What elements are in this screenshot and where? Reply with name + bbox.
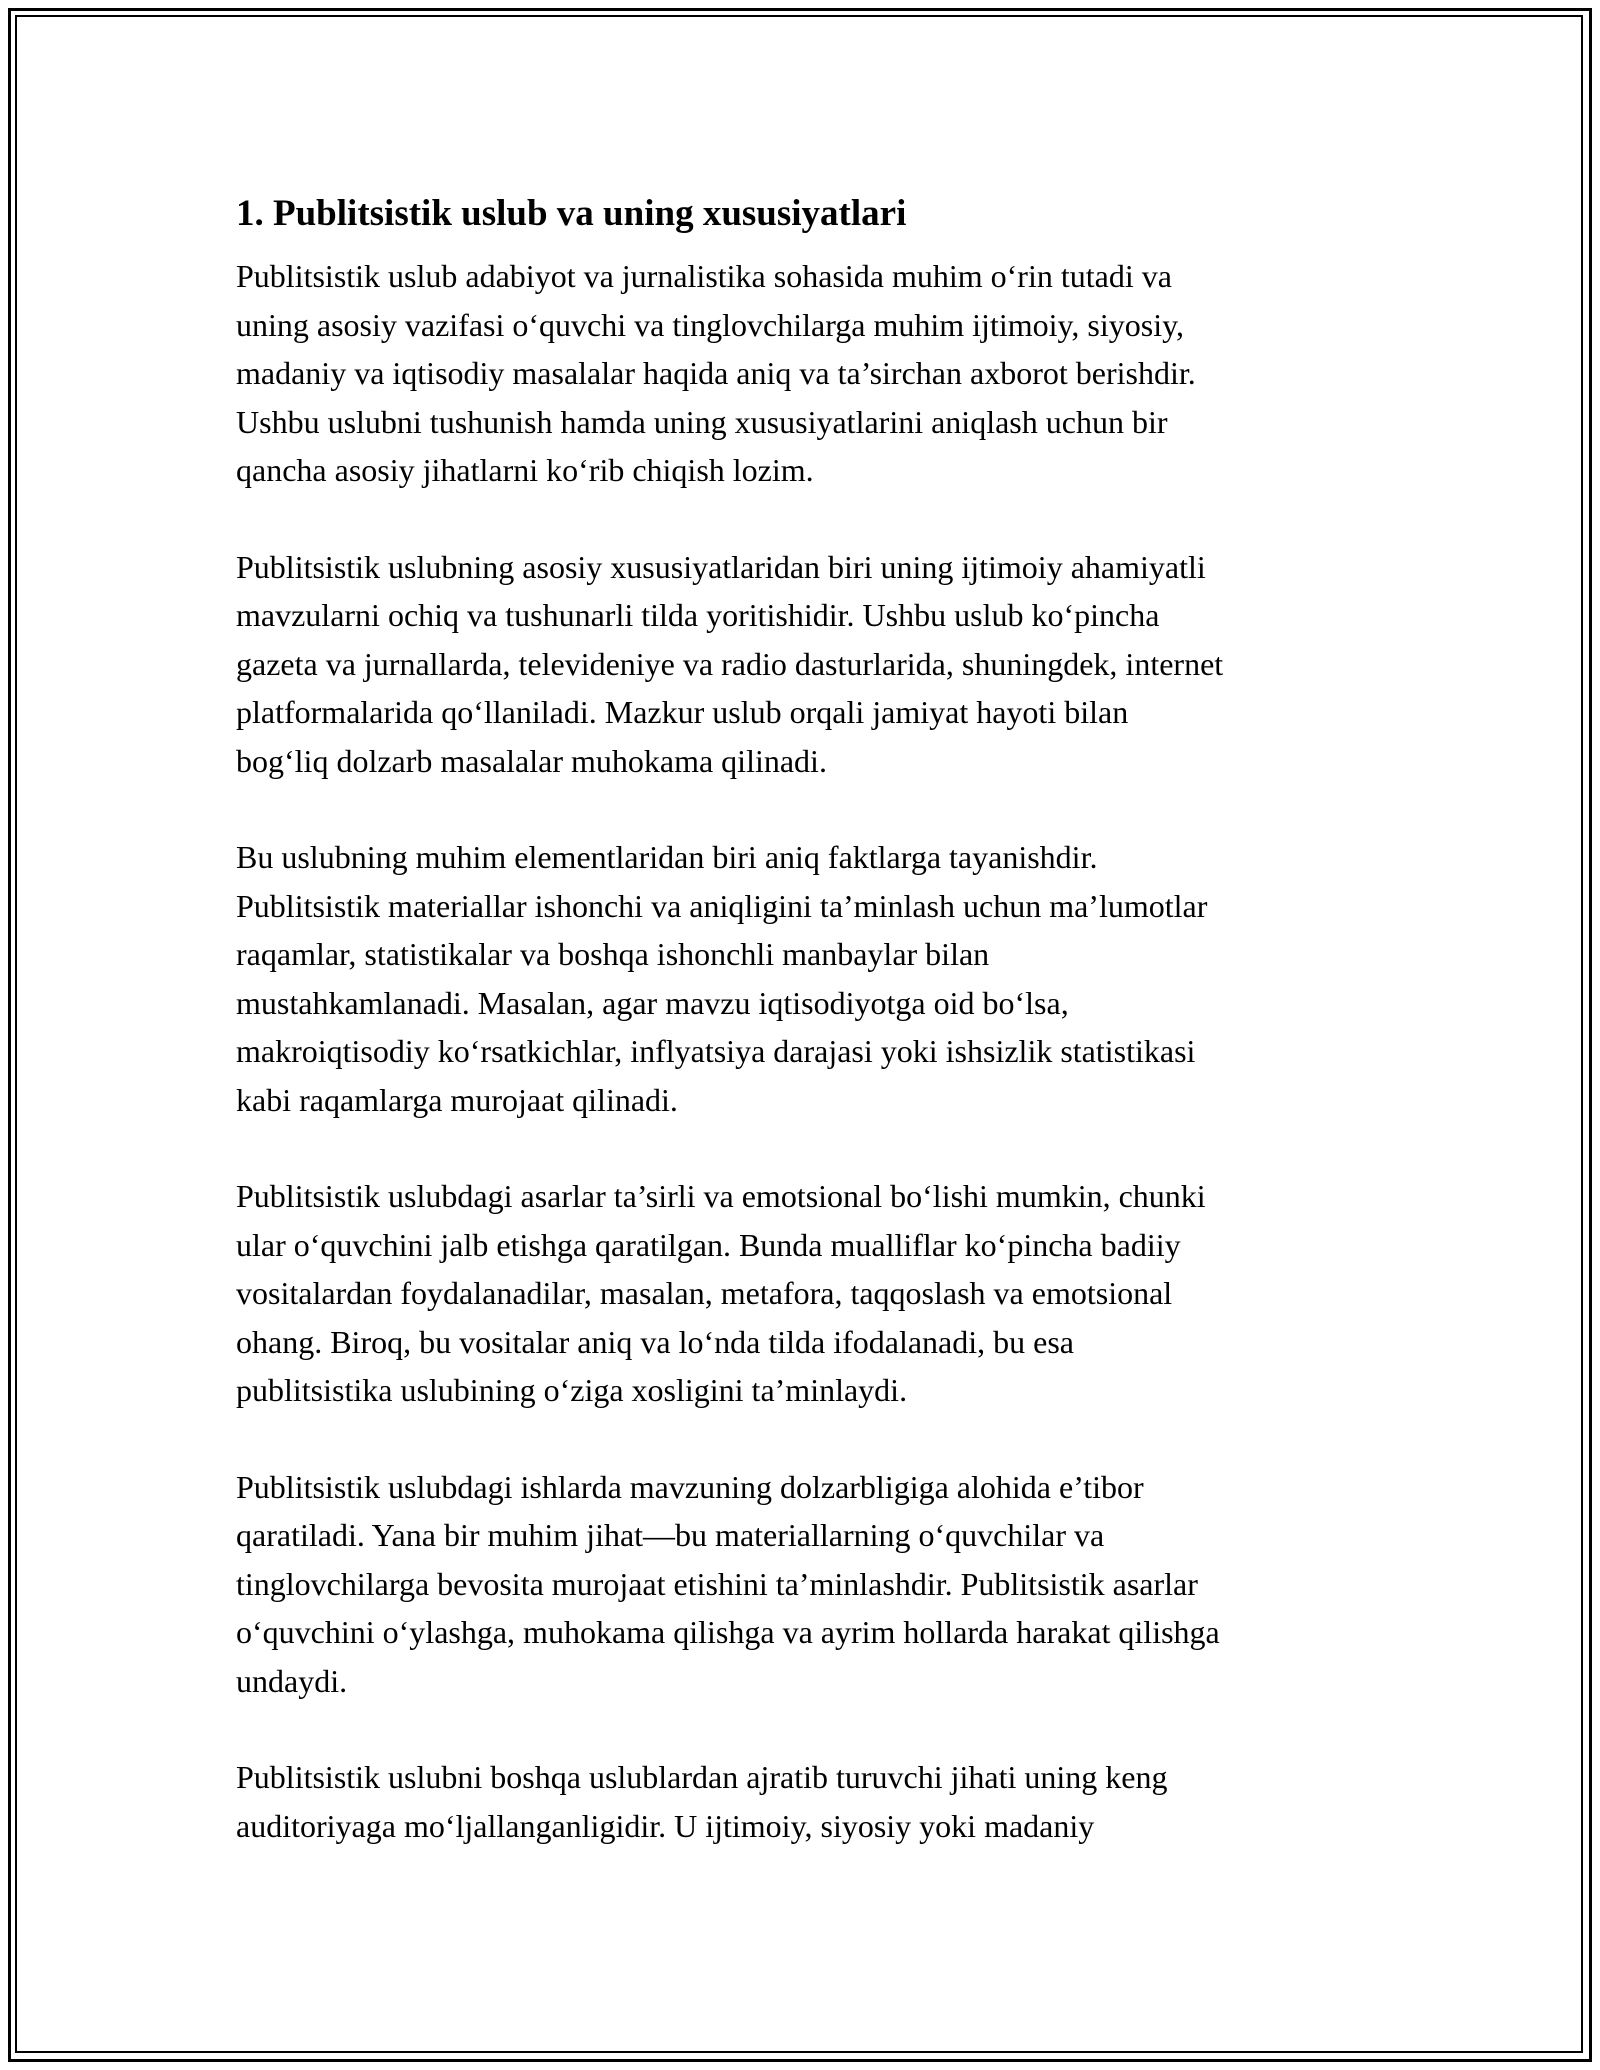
text-line: ohang. Biroq, bu vositalar aniq va lo‘nda tilda ifodalanadi, bu esa [236, 1323, 1074, 1360]
paragraph-3 [236, 833, 1376, 1124]
paragraph-2 [236, 543, 1376, 786]
text-line: Publitsistik uslub adabiyot va jurnalistika sohasida muhim o‘rin tutadi va [236, 258, 1172, 294]
text-line: Bu uslubning muhim elementlaridan biri aniq faktlarga tayanishdir. [236, 839, 1098, 875]
text-line: kabi raqamlarga murojaat qilinadi. [236, 1081, 678, 1118]
text-line: tinglovchilarga bevosita murojaat etishini ta’minlashdir. Publitsistik asarlar [236, 1565, 1198, 1602]
paragraph-1 [236, 252, 1376, 495]
text-line: Ushbu uslubni tushunish hamda uning xususiyatlarini aniqlash uchun bir [236, 403, 1168, 440]
text-line: auditoriyaga mo‘ljallanganligidir. U ijtimoiy, siyosiy yoki madaniy [236, 1807, 1095, 1844]
text-line: qaratiladi. Yana bir muhim jihat—bu materiallarning o‘quvchilar va [236, 1517, 1105, 1553]
paragraph-5 [236, 1463, 1376, 1706]
text-line: Publitsistik materiallar ishonchi va aniqligini ta’minlash uchun ma’lumotlar [236, 887, 1208, 924]
text-line: o‘quvchini o‘ylashga, muhokama qilishga va ayrim hollarda harakat qilishga [236, 1614, 1220, 1650]
section-heading: 1. Publitsistik uslub va uning xususiyatlari [236, 193, 907, 234]
text-line: raqamlar, statistikalar va boshqa ishonchli manbaylar bilan [236, 936, 990, 972]
text-line: undaydi. [236, 1662, 348, 1699]
text-line: ular o‘quvchini jalb etishga qaratilgan. Bunda mualliflar ko‘pincha badiiy [236, 1226, 1181, 1263]
paragraph-6 [236, 1753, 1376, 1850]
document-body [236, 186, 1376, 1898]
text-line: uning asosiy vazifasi o‘quvchi va tinglovchilarga muhim ijtimoiy, siyosiy, [236, 306, 1185, 343]
text-line: makroiqtisodiy ko‘rsatkichlar, inflyatsiya darajasi yoki ishsizlik statistikasi [236, 1033, 1196, 1069]
text-line: mustahkamlanadi. Masalan, agar mavzu iqtisodiyotga oid bo‘lsa, [236, 984, 1069, 1021]
text-line: vositalardan foydalanadilar, masalan, metafora, taqqoslash va emotsional [236, 1275, 1173, 1311]
text-line: publitsistika uslubining o‘ziga xosligini ta’minlaydi. [236, 1372, 908, 1408]
text-line: platformalarida qo‘llaniladi. Mazkur uslub orqali jamiyat hayoti bilan [236, 694, 1129, 730]
text-line: bog‘liq dolzarb masalalar muhokama qilinadi. [236, 742, 827, 779]
paragraph-4 [236, 1172, 1376, 1415]
text-line: gazeta va jurnallarda, televideniye va radio dasturlarida, shuningdek, internet [236, 645, 1224, 682]
text-line: Publitsistik uslubdagi ishlarda mavzuning dolzarbligiga alohida e’tibor [236, 1468, 1144, 1505]
text-line: Publitsistik uslubni boshqa uslublardan ajratib turuvchi jihati uning keng [236, 1759, 1168, 1795]
text-line: Publitsistik uslubning asosiy xususiyatlaridan biri uning ijtimoiy ahamiyatli [236, 548, 1206, 585]
text-line: qancha asosiy jihatlarni ko‘rib chiqish lozim. [236, 452, 814, 488]
text-line: Publitsistik uslubdagi asarlar ta’sirli va emotsional bo‘lishi mumkin, chunki [236, 1178, 1206, 1214]
text-line: madaniy va iqtisodiy masalalar haqida aniq va ta’sirchan axborot berishdir. [236, 355, 1196, 391]
text-line: mavzularni ochiq va tushunarli tilda yoritishidir. Ushbu uslub ko‘pincha [236, 597, 1160, 633]
